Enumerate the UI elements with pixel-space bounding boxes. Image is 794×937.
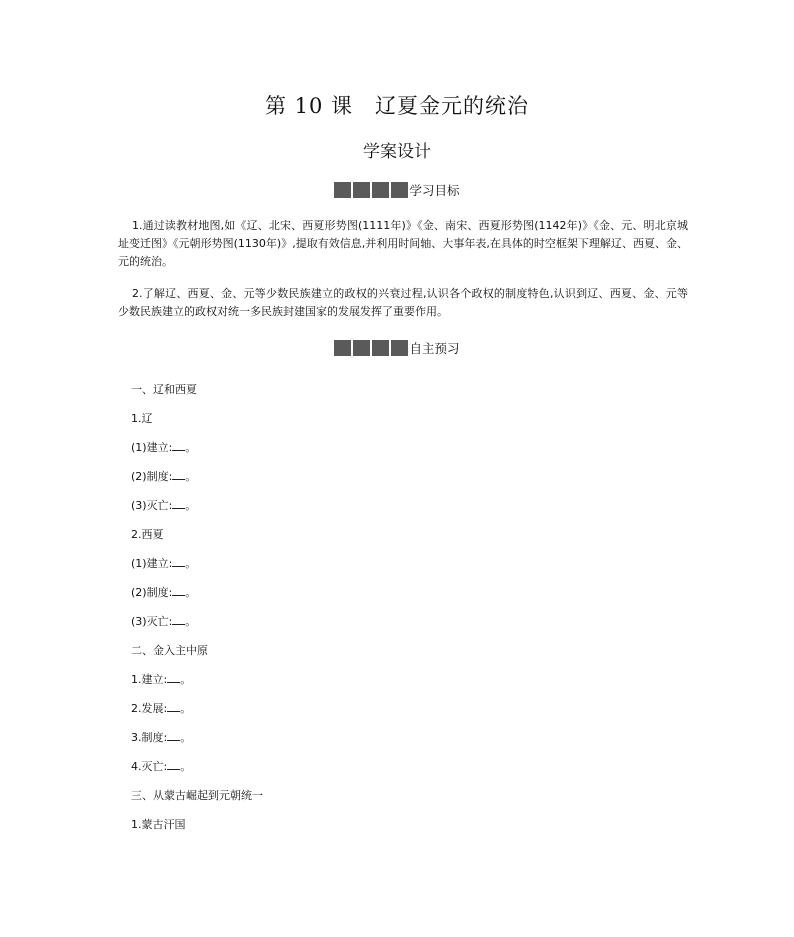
fill-in-item — [131, 468, 196, 484]
end-mark: 。 — [185, 557, 197, 570]
fill-in-item — [131, 584, 196, 600]
item-label: (2)制度: — [131, 470, 173, 483]
preview-heading — [0, 339, 794, 357]
fill-in-item — [131, 555, 196, 571]
answer-blank[interactable] — [172, 613, 185, 625]
fill-in-item — [131, 497, 196, 513]
objective-item-1: 1.通过读教材地图,如《辽、北宋、西夏形势图(1111年)》《金、南宋、西夏形势图(1142年)》《金、元、明北京城址变迁图》《元朝形势图(1130年)》,提取有效信息,并利用时间轴、大事年表,在具体的时空框架下理解辽、西夏、金、元的统治。 — [118, 219, 688, 268]
end-mark: 。 — [185, 441, 197, 454]
item-label: (3)灭亡: — [131, 499, 173, 512]
end-mark: 。 — [185, 499, 197, 512]
lesson-title — [0, 90, 794, 120]
item-label: 一、辽和西夏 — [131, 383, 197, 396]
document-subtitle: 学案设计 — [363, 142, 431, 162]
item-label: (2)制度: — [131, 586, 173, 599]
heading-decoration — [334, 182, 408, 198]
fill-in-item — [131, 729, 191, 745]
outline-heading — [131, 410, 153, 426]
fill-in-item — [131, 439, 196, 455]
item-label: 1.蒙古汗国 — [131, 818, 186, 831]
lesson-name: 辽夏金元的统治 — [375, 94, 530, 118]
outline-heading — [131, 787, 263, 803]
item-label: 二、金入主中原 — [131, 644, 208, 657]
fill-in-item — [131, 613, 196, 629]
fill-in-item — [131, 671, 191, 687]
preview-heading-text: 自主预习 — [409, 341, 460, 356]
end-mark: 。 — [180, 731, 192, 744]
objectives-heading-text: 学习目标 — [409, 183, 460, 198]
outline-heading — [131, 381, 197, 397]
heading-decoration — [334, 340, 408, 356]
end-mark: 。 — [185, 615, 197, 628]
item-label: (1)建立: — [131, 557, 173, 570]
item-label: 1.辽 — [131, 412, 153, 425]
item-label: (1)建立: — [131, 441, 173, 454]
answer-blank[interactable] — [172, 584, 185, 596]
objective-item-2: 2.了解辽、西夏、金、元等少数民族建立的政权的兴衰过程,认识各个政权的制度特色,认识到辽、西夏、金、元等少数民族建立的政权对统一多民族封建国家的发展发挥了重要作用。 — [118, 287, 688, 318]
objectives-heading — [0, 181, 794, 199]
item-label: 4.灭亡: — [131, 760, 168, 773]
item-label: 2.西夏 — [131, 528, 164, 541]
item-label: 3.制度: — [131, 731, 168, 744]
answer-blank[interactable] — [172, 497, 185, 509]
fill-in-item — [131, 758, 191, 774]
end-mark: 。 — [185, 470, 197, 483]
answer-blank[interactable] — [172, 439, 185, 451]
answer-blank[interactable] — [167, 729, 180, 741]
answer-blank[interactable] — [167, 758, 180, 770]
fill-in-item — [131, 700, 191, 716]
item-label: 三、从蒙古崛起到元朝统一 — [131, 789, 263, 802]
outline-heading — [131, 526, 164, 542]
item-label: 1.建立: — [131, 673, 168, 686]
answer-blank[interactable] — [172, 468, 185, 480]
answer-blank[interactable] — [172, 555, 185, 567]
answer-blank[interactable] — [167, 700, 180, 712]
answer-blank[interactable] — [167, 671, 180, 683]
end-mark: 。 — [180, 702, 192, 715]
end-mark: 。 — [185, 586, 197, 599]
item-label: 2.发展: — [131, 702, 168, 715]
outline-heading — [131, 642, 208, 658]
end-mark: 。 — [180, 760, 192, 773]
outline-heading — [131, 816, 186, 832]
item-label: (3)灭亡: — [131, 615, 173, 628]
end-mark: 。 — [180, 673, 192, 686]
lesson-number: 第 10 课 — [264, 94, 354, 118]
